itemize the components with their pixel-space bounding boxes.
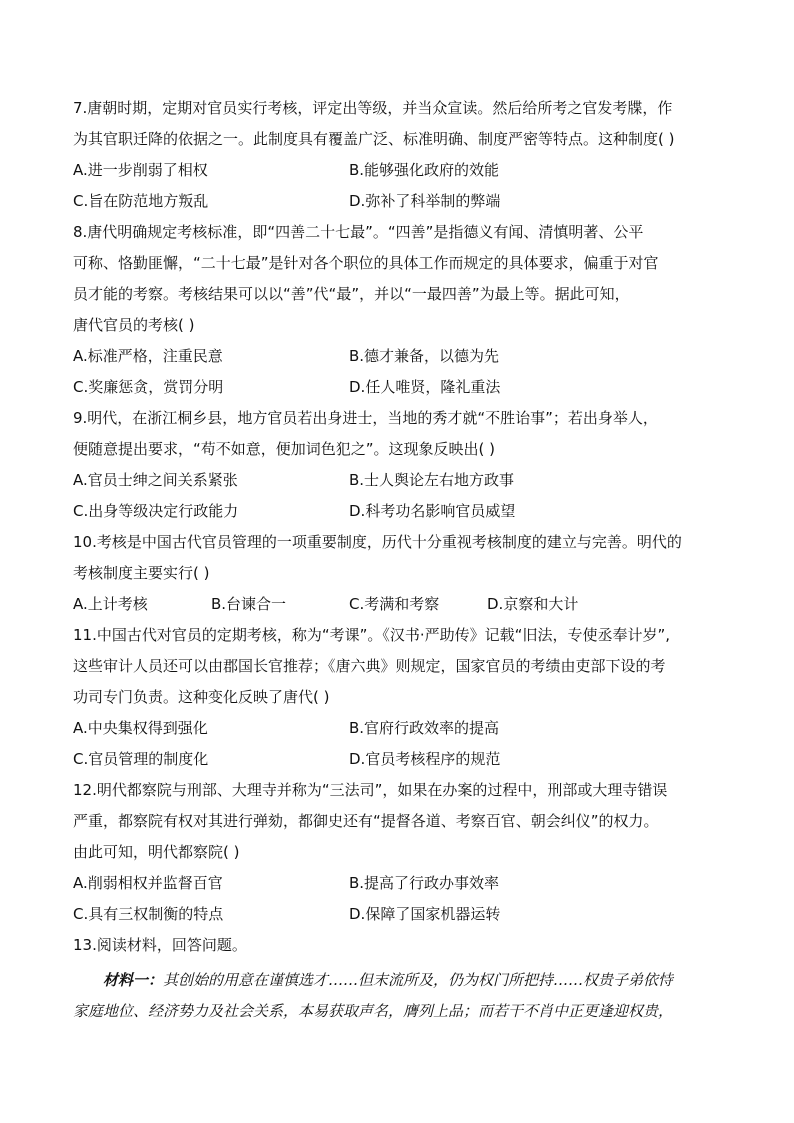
question-stem-line: 10.考核是中国古代官员管理的一项重要制度，历代十分重视考核制度的建立与完善。明代的 [73,533,682,551]
question-stem-line: 可称、恪勤匪懈，“二十七最”是针对各个职位的具体工作而规定的具体要求，偏重于对官 [73,254,659,272]
option-a[interactable]: A.标准严格，注重民意 [73,347,223,365]
question-stem-line: 9.明代，在浙江桐乡县，地方官员若出身进士，当地的秀才就“不胜诒事”；若出身举人， [73,409,658,427]
question-stem-line: 为其官职迁降的依据之一。此制度具有覆盖广泛、标准明确、制度严密等特点。这种制度( ) [73,130,675,148]
options-row [73,155,723,186]
question-8 [73,217,723,403]
option-d[interactable]: D.官员考核程序的规范 [349,750,501,768]
question-stem-line: 功司专门负责。这种变化反映了唐代( ) [73,688,330,706]
question-stem-line: 员才能的考察。考核结果可以以“善”代“最”，并以“一最四善”为最上等。据此可知， [73,285,630,303]
question-10 [73,527,723,620]
option-b[interactable]: B.德才兼备，以德为先 [349,347,500,365]
option-a[interactable]: A.进一步削弱了相权 [73,161,208,179]
material-label: 材料一： [103,971,164,989]
question-7 [73,93,723,217]
option-d[interactable]: D.弥补了科举制的弊端 [349,192,501,210]
material-line [73,965,723,996]
option-c[interactable]: C.旨在防范地方叛乱 [73,192,209,210]
option-b[interactable]: B.官府行政效率的提高 [349,719,500,737]
option-a[interactable]: A.官员士绅之间关系紧张 [73,471,238,489]
question-13 [73,930,723,1027]
option-b[interactable]: B.能够强化政府的效能 [349,161,500,179]
option-b[interactable]: B.台谏合一 [211,595,287,613]
question-9 [73,403,723,527]
question-stem-line: 8.唐代明确规定考核标准，即“四善二十七最”。“四善”是指德义有闻、清慎明著、公平 [73,223,644,241]
option-a[interactable]: A.中央集权得到强化 [73,719,208,737]
options-row [73,589,723,620]
material-text: 其创始的用意在谨慎选才……但末流所及，仍为权门所把持……权贵子弟依恃 [163,971,674,989]
options-row [73,744,723,775]
option-c[interactable]: C.考满和考察 [349,595,440,613]
option-b[interactable]: B.提高了行政办事效率 [349,874,500,892]
option-d[interactable]: D.京察和大计 [487,595,579,613]
option-a[interactable]: A.削弱相权并监督百官 [73,874,223,892]
options-row [73,713,723,744]
options-row [73,186,723,217]
question-11 [73,620,723,775]
options-row [73,465,723,496]
option-c[interactable]: C.具有三权制衡的特点 [73,905,224,923]
option-b[interactable]: B.士人舆论左右地方政事 [349,471,515,489]
question-stem-line: 7.唐朝时期，定期对官员实行考核，评定出等级，并当众宣读。然后给所考之官发考牒，作 [73,99,673,117]
options-row [73,341,723,372]
option-c[interactable]: C.出身等级决定行政能力 [73,502,239,520]
options-row [73,899,723,930]
options-row [73,868,723,899]
question-list [73,93,723,1027]
material-block [73,965,723,1027]
option-c[interactable]: C.奖廉惩贪，赏罚分明 [73,378,224,396]
option-c[interactable]: C.官员管理的制度化 [73,750,209,768]
option-a[interactable]: A.上计考核 [73,595,148,613]
question-stem-line: 便随意提出要求，“苟不如意，便加词色犯之”。这现象反映出( ) [73,440,496,458]
options-row [73,496,723,527]
material-line: 家庭地位、经济势力及社会关系，本易获取声名，膺列上品；而若干不肖中正更逢迎权贵， [73,1002,674,1020]
question-stem-line: 这些审计人员还可以由郡国长官推荐；《唐六典》则规定，国家官员的考绩由吏部下设的考 [73,657,666,675]
question-stem-line: 唐代官员的考核( ) [73,316,195,334]
question-stem-line: 由此可知，明代都察院( ) [73,843,240,861]
option-d[interactable]: D.保障了国家机器运转 [349,905,501,923]
question-12 [73,775,723,930]
question-stem-line: 11.中国古代对官员的定期考核，称为“考课”。《汉书·严助传》记载“旧法，专使丞奉计岁”, [73,626,670,644]
question-stem-line: 13.阅读材料，回答问题。 [73,936,247,954]
question-stem-line: 考核制度主要实行( ) [73,564,210,582]
options-row [73,372,723,403]
option-d[interactable]: D.任人唯贤，隆礼重法 [349,378,501,396]
question-stem-line: 严重，都察院有权对其进行弹劾，都御史还有“提督各道、考察百官、朝会纠仪”的权力。 [73,812,659,830]
option-d[interactable]: D.科考功名影响官员威望 [349,502,516,520]
question-stem-line: 12.明代都察院与刑部、大理寺并称为“三法司”，如果在办案的过程中，刑部或大理寺错误 [73,781,668,799]
